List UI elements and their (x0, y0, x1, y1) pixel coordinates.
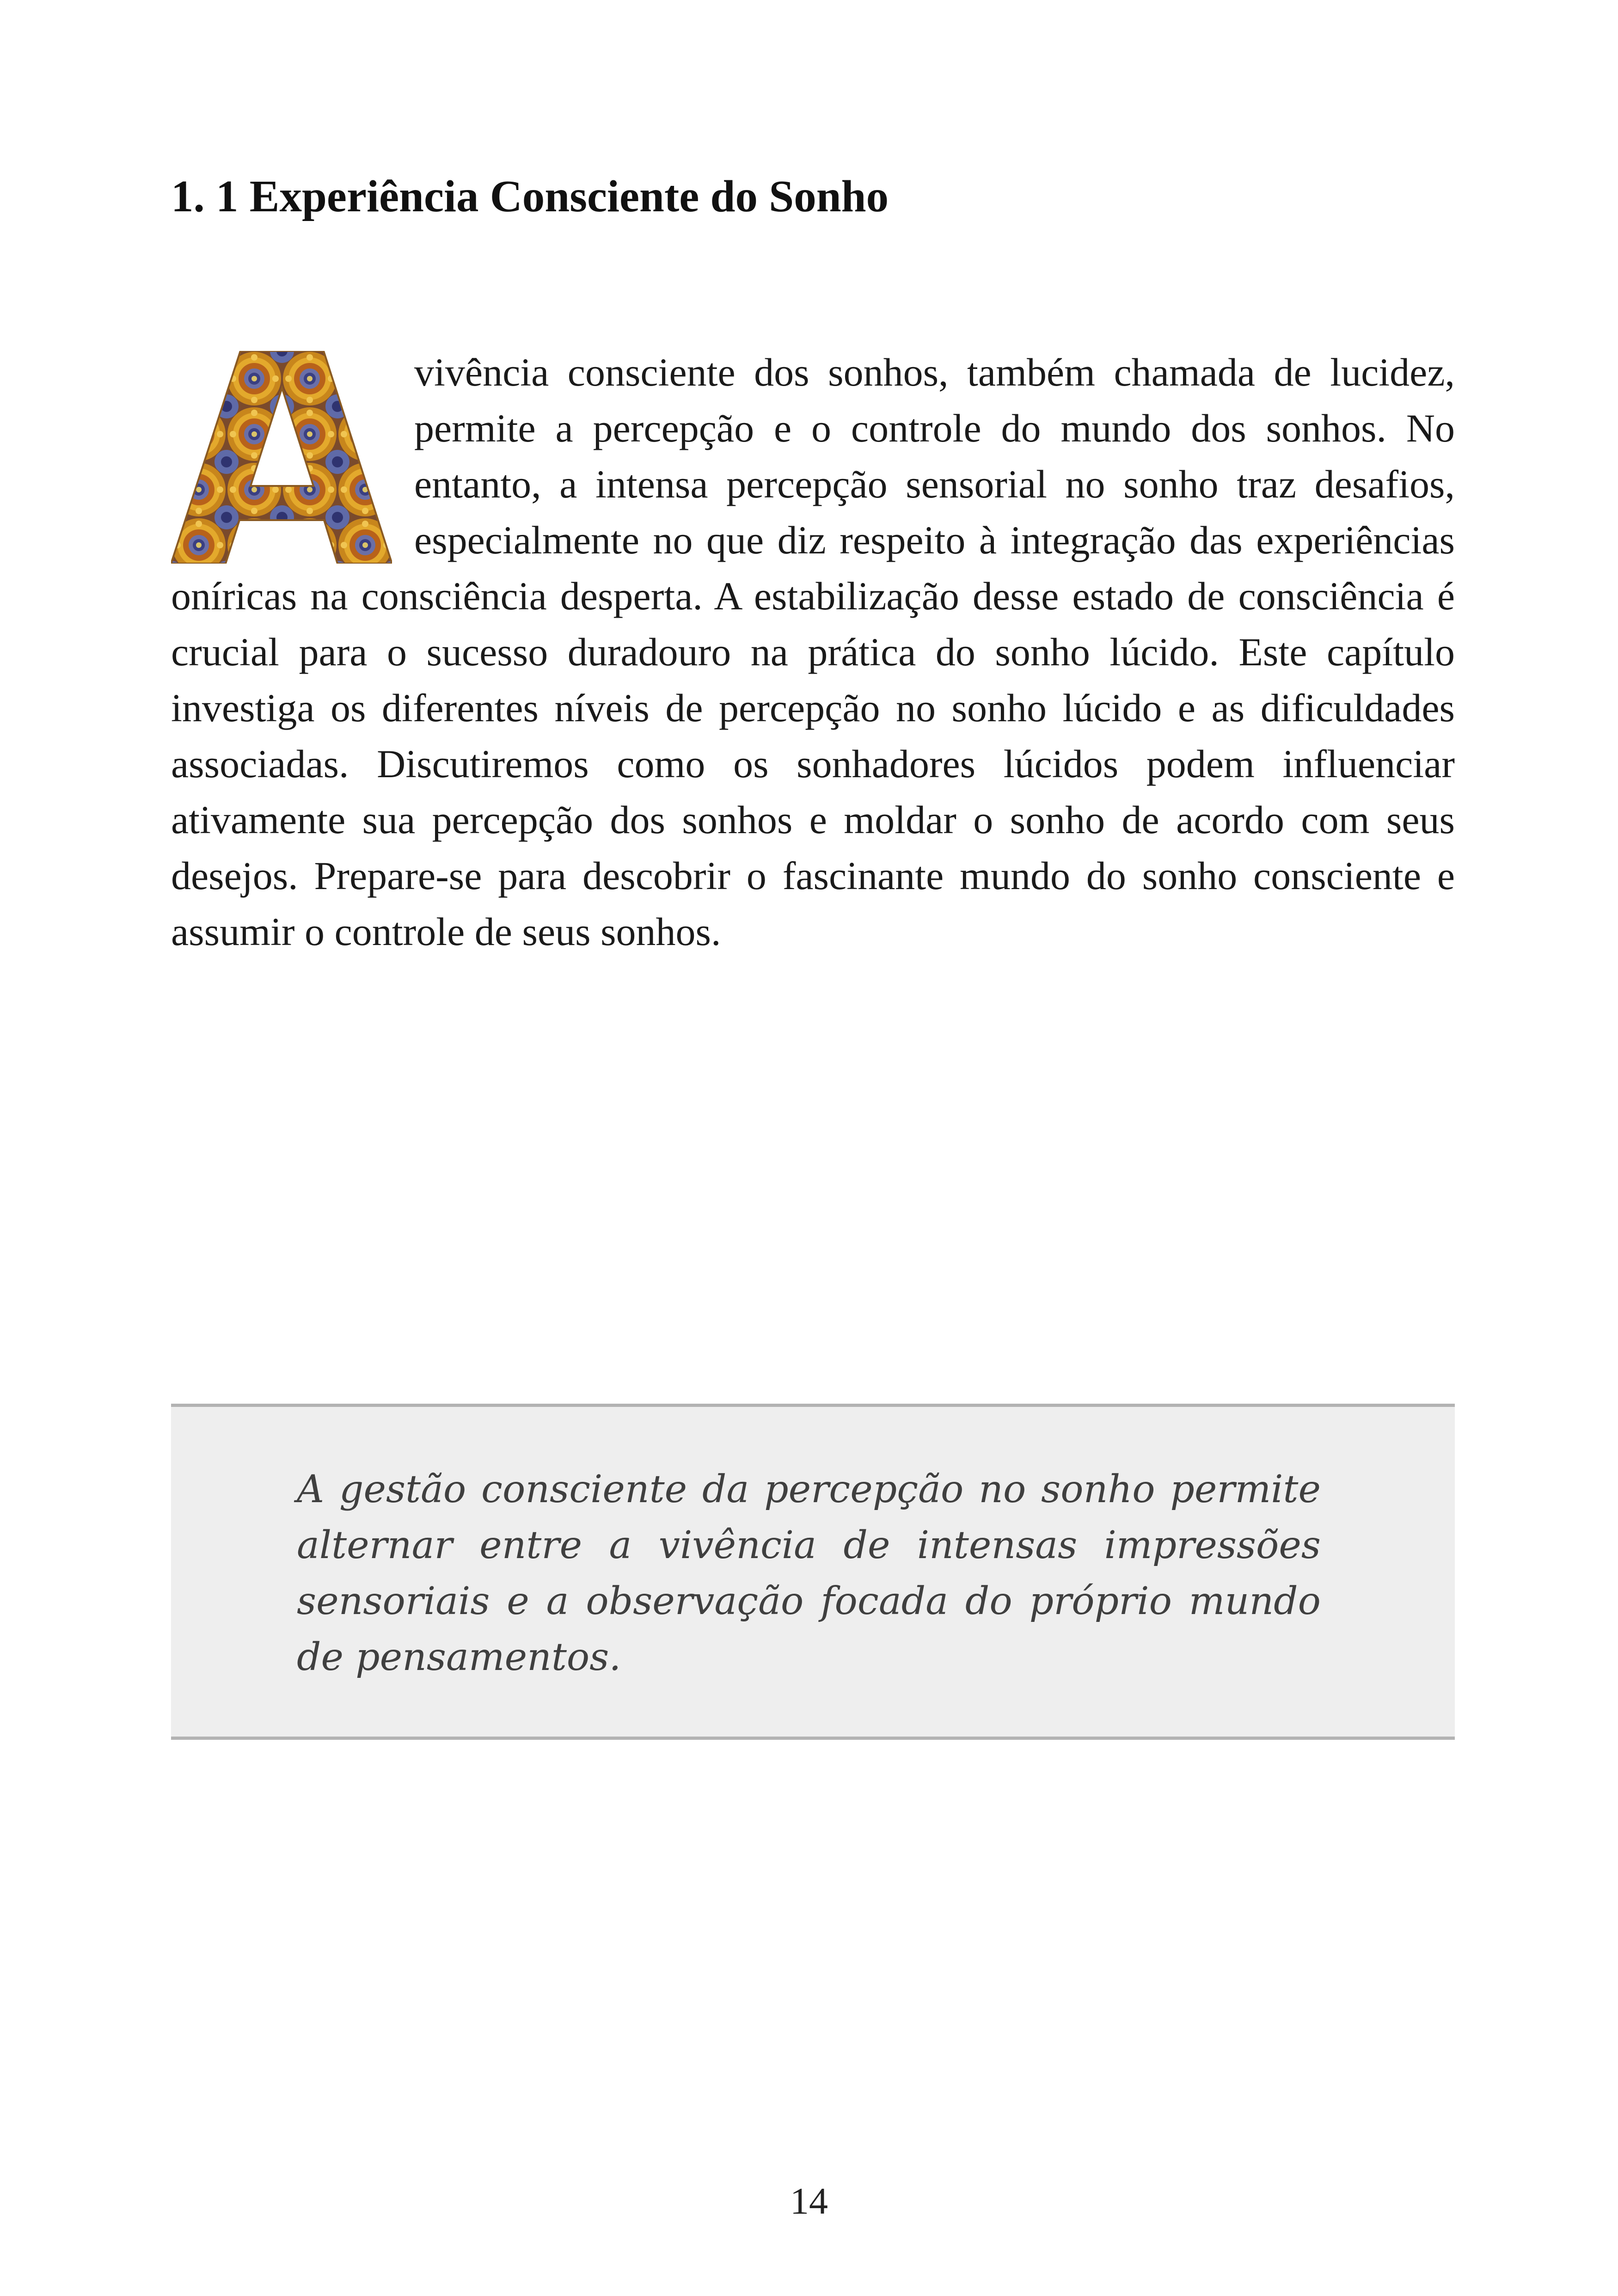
section-heading: 1. 1 Experiência Consciente do Sonho (171, 172, 889, 221)
paragraph-text: vivência consciente dos sonhos, também chamada de lucidez, permite a percepção e o controle do mundo dos sonhos. No entanto, a intensa percepção sensorial no sonho traz desafios, especialmente no que diz respeito à integração das experiências oníricas na consciência desperta. A estabilização desse estado de consciência é crucial para o sucesso duradouro na prática do sonho lúcido. Este capítulo investiga os diferentes níveis de percepção no sonho lúcido e as dificuldades associadas. Discutiremos como os sonhadores lúcidos podem influenciar ativamente sua percepção dos sonhos e moldar o sonho de acordo com seus desejos. Prepare-se para descobrir o fascinante mundo do sonho consciente e assumir o controle de seus sonhos. (171, 350, 1455, 954)
pull-quote-box (171, 1404, 1455, 1740)
intro-paragraph (171, 344, 1455, 960)
page-number: 14 (790, 2180, 828, 2222)
pull-quote-text: A gestão consciente da percepção no sonho permite alternar entre a vivência de intensas impressões sensoriais e a observação focada do próprio mundo de pensamentos. (297, 1467, 1321, 1679)
drop-cap-letter-a (171, 351, 392, 564)
